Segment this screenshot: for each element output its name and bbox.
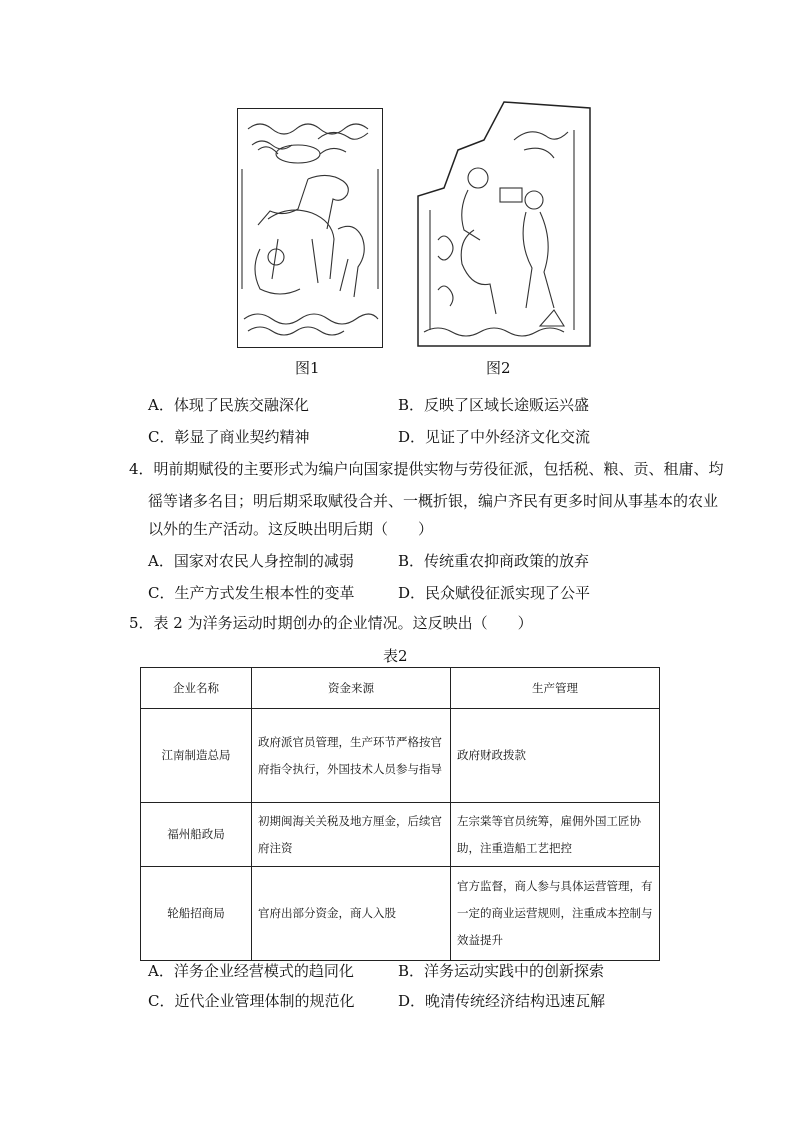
- table-cell: 轮船招商局: [141, 867, 252, 961]
- table-cell: 政府财政拨款: [451, 709, 660, 803]
- figure-1-caption: 图1: [295, 359, 320, 377]
- table-cell: 初期闽海关关税及地方厘金，后续官府注资: [252, 803, 451, 867]
- table-row: [141, 709, 660, 803]
- figure-1-image: [237, 108, 383, 348]
- q3-option-b[interactable]: B．反映了区域长途贩运兴盛: [398, 396, 590, 414]
- q5-stem: 5．表 2 为洋务运动时期创办的企业情况。这反映出（ ）: [129, 614, 533, 632]
- figure-1-drawing: [238, 109, 382, 347]
- q5-option-a[interactable]: A．洋务企业经营模式的趋同化: [148, 962, 354, 980]
- table-title: 表2: [383, 647, 408, 665]
- table-row: [141, 867, 660, 961]
- table-cell: 政府派官员管理，生产环节严格按官府指令执行，外国技术人员参与指导: [252, 709, 451, 803]
- table-cell: 福州船政局: [141, 803, 252, 867]
- q4-stem-line-2: 徭等诸多名目；明后期采取赋役合并、一概折银，编户齐民有更多时间从事基本的农业: [148, 492, 719, 510]
- q5-option-d[interactable]: D．晚清传统经济结构迅速瓦解: [398, 992, 606, 1010]
- q5-option-c[interactable]: C．近代企业管理体制的规范化: [148, 992, 355, 1010]
- q4-option-a[interactable]: A．国家对农民人身控制的减弱: [148, 552, 354, 570]
- table-header-row: [141, 668, 660, 709]
- figure-2-image: [414, 100, 594, 348]
- q4-option-c[interactable]: C．生产方式发生根本性的变革: [148, 584, 355, 602]
- q4-option-b[interactable]: B．传统重农抑商政策的放弃: [398, 552, 590, 570]
- q3-option-a[interactable]: A．体现了民族交融深化: [148, 396, 309, 414]
- table-row: [141, 803, 660, 867]
- q4-stem-line-1: 4．明前期赋役的主要形式为编户向国家提供实物与劳役征派，包括税、粮、贡、租庸、均: [129, 460, 724, 478]
- table-cell: 左宗棠等官员统筹，雇佣外国工匠协助，注重造船工艺把控: [451, 803, 660, 867]
- enterprise-table: [140, 667, 660, 961]
- q3-option-d[interactable]: D．见证了中外经济文化交流: [398, 428, 591, 446]
- table-header-cell: 企业名称: [141, 668, 252, 709]
- q3-option-c[interactable]: C．彰显了商业契约精神: [148, 428, 310, 446]
- table-cell: 官方监督，商人参与具体运营管理，有一定的商业运营规则，注重成本控制与效益提升: [451, 867, 660, 961]
- q4-option-d[interactable]: D．民众赋役征派实现了公平: [398, 584, 591, 602]
- q5-option-b[interactable]: B．洋务运动实践中的创新探索: [398, 962, 605, 980]
- table-cell: 江南制造总局: [141, 709, 252, 803]
- figure-2-caption: 图2: [486, 359, 511, 377]
- table-header-cell: 生产管理: [451, 668, 660, 709]
- q4-stem-line-3: 以外的生产活动。这反映出明后期（ ）: [148, 520, 434, 538]
- table-header-cell: 资金来源: [252, 668, 451, 709]
- table-cell: 官府出部分资金，商人入股: [252, 867, 451, 961]
- figure-2-drawing: [414, 100, 594, 348]
